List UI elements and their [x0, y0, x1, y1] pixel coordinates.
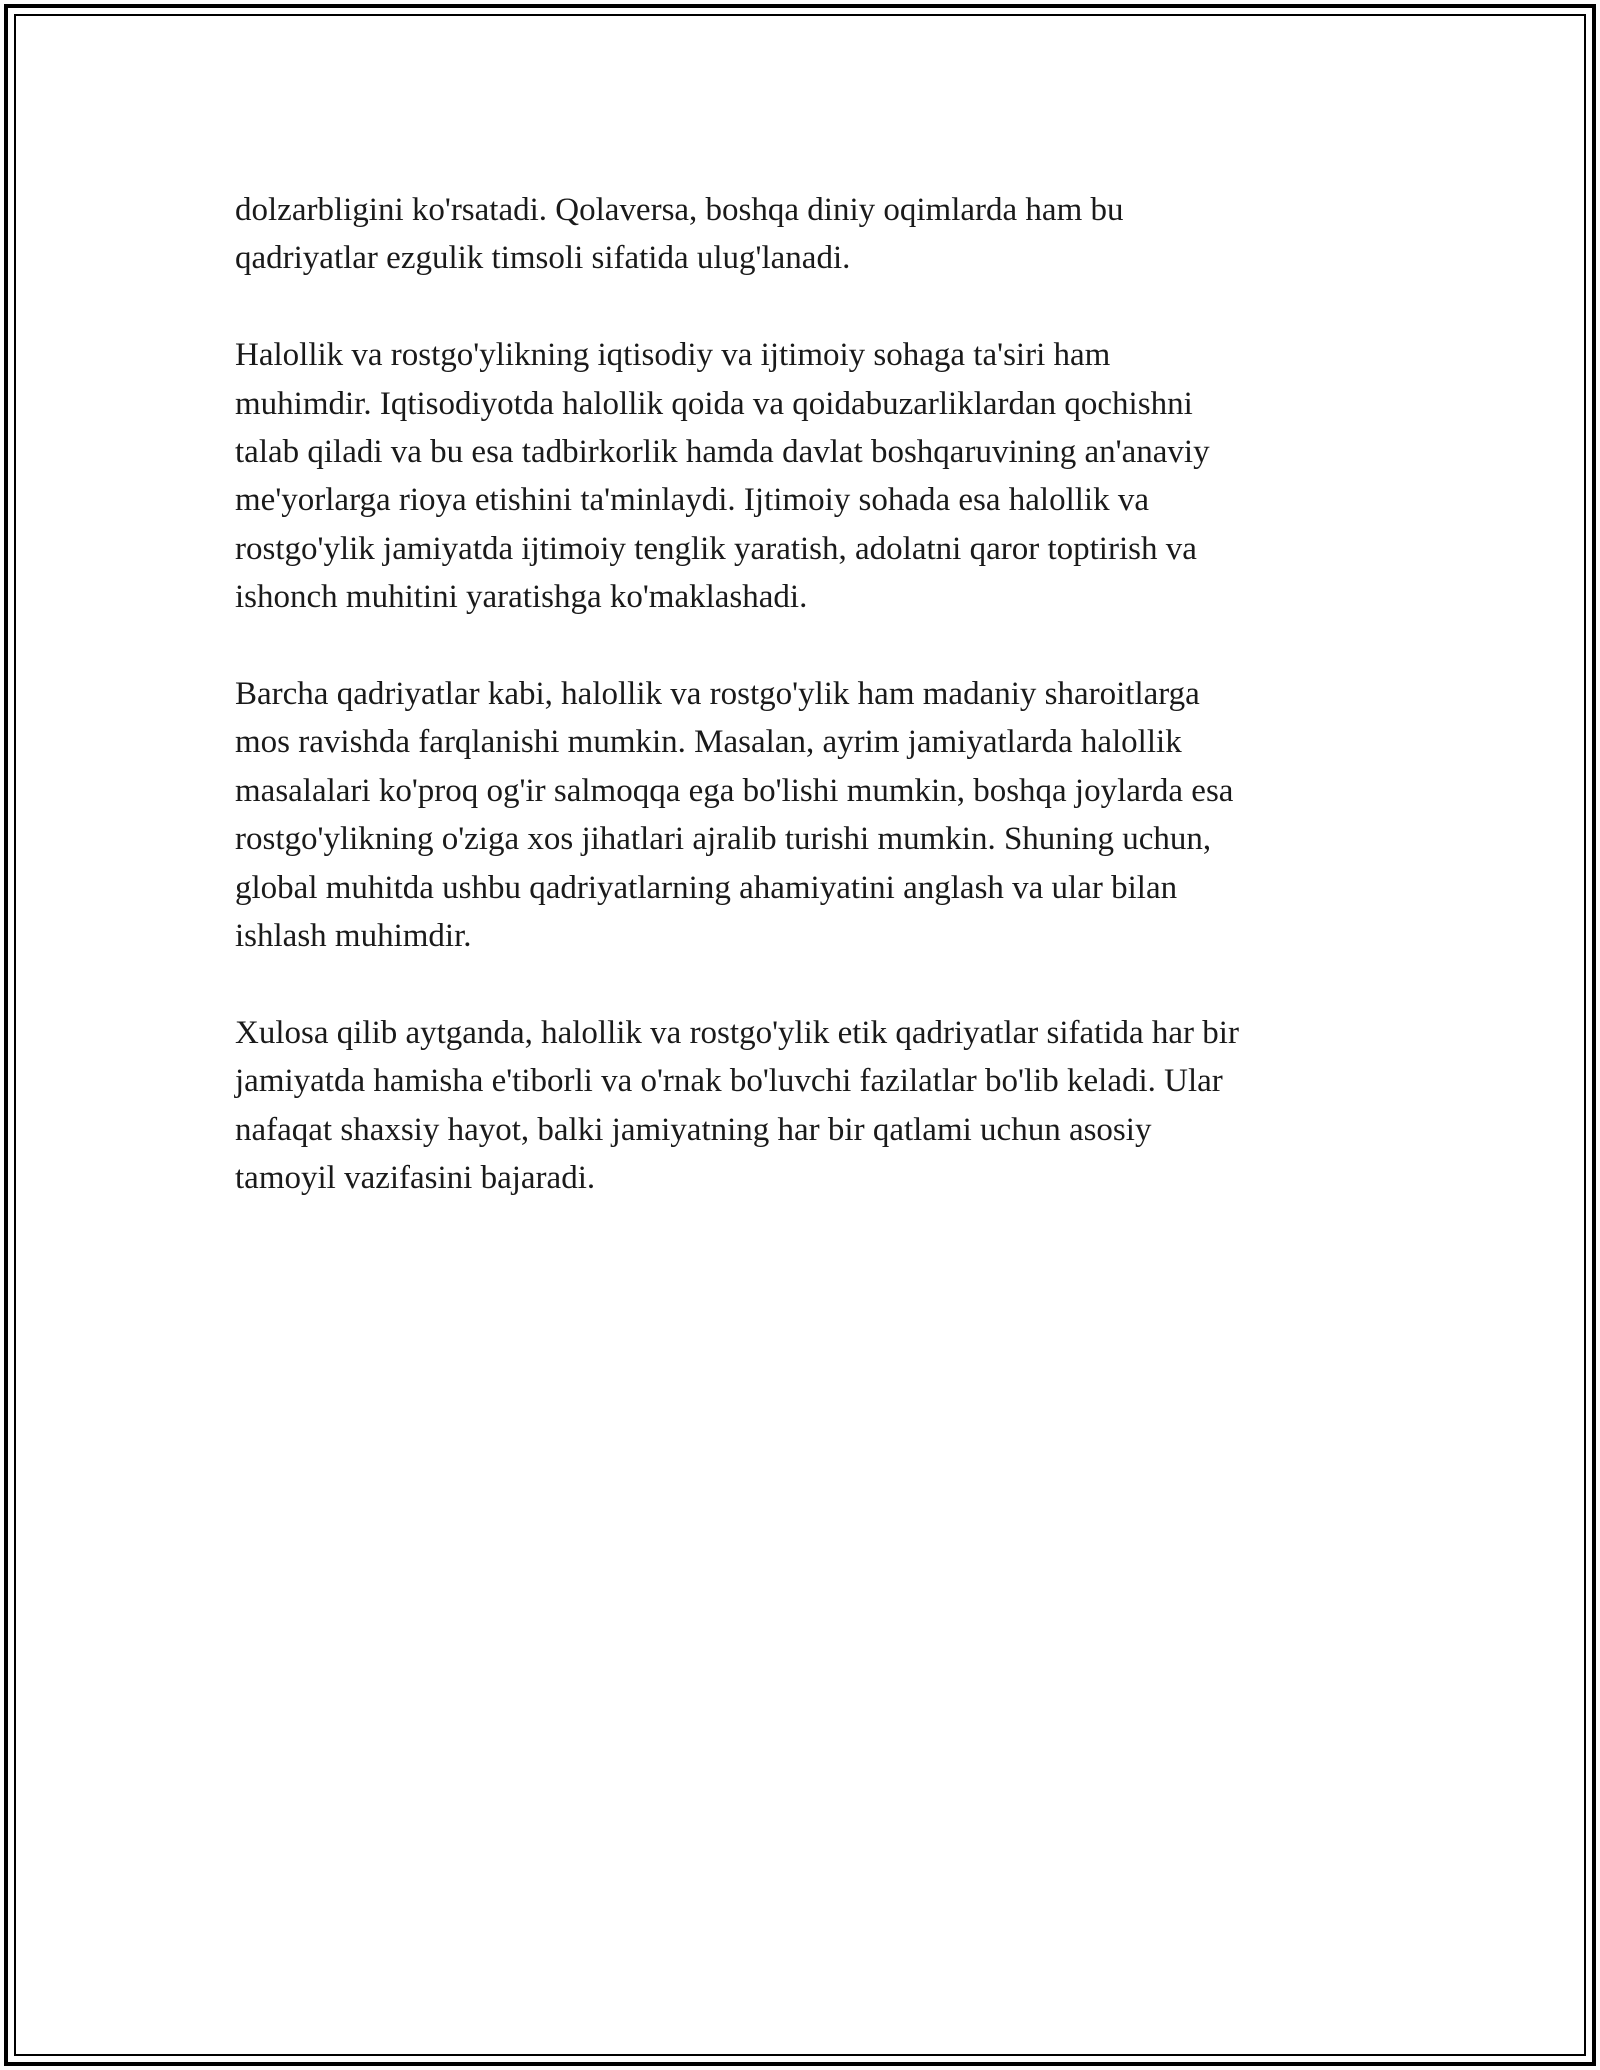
- paragraph-line: global muhitda ushbu qadriyatlarning ahamiyatini anglash va ular bilan: [235, 869, 1178, 906]
- paragraph-line: dolzarbligini ko'rsatadi. Qolaversa, boshqa diniy oqimlarda ham bu: [235, 192, 1124, 228]
- paragraph-line: me'yorlarga rioya etishini ta'minlaydi. Ijtimoiy sohada esa halollik va: [235, 482, 1149, 519]
- paragraph-line: muhimdir. Iqtisodiyotda halollik qoida va qoidabuzarliklardan qochishni: [235, 385, 1193, 422]
- paragraph-4: [235, 1009, 1365, 1203]
- paragraph-3: [235, 670, 1365, 960]
- paragraph-line: rostgo'ylikning o'ziga xos jihatlari ajralib turishi mumkin. Shuning uchun,: [235, 821, 1212, 858]
- paragraph-line: nafaqat shaxsiy hayot, balki jamiyatning har bir qatlami uchun asosiy: [235, 1111, 1152, 1148]
- paragraph-line: Halollik va rostgo'ylikning iqtisodiy va ijtimoiy sohaga ta'siri ham: [235, 337, 1111, 374]
- paragraph-line: rostgo'ylik jamiyatda ijtimoiy tenglik yaratish, adolatni qaror toptirish va: [235, 530, 1197, 567]
- paragraph-line: masalalari ko'proq og'ir salmoqqa ega bo'lishi mumkin, boshqa joylarda esa: [235, 772, 1234, 809]
- paragraph-line: Barcha qadriyatlar kabi, halollik va rostgo'ylik ham madaniy sharoitlarga: [235, 676, 1200, 713]
- document-body: [235, 186, 1365, 1251]
- paragraph-line: Xulosa qilib aytganda, halollik va rostgo'ylik etik qadriyatlar sifatida har bir: [235, 1014, 1239, 1051]
- paragraph-line: ishlash muhimdir.: [235, 918, 472, 955]
- paragraph-line: jamiyatda hamisha e'tiborli va o'rnak bo'luvchi fazilatlar bo'lib keladi. Ular: [235, 1063, 1223, 1100]
- paragraph-line: talab qiladi va bu esa tadbirkorlik hamda davlat boshqaruvining an'anaviy: [235, 434, 1210, 471]
- paragraph-line: tamoyil vazifasini bajaradi.: [235, 1160, 596, 1197]
- paragraph-1: [235, 186, 1365, 283]
- paragraph-line: ishonch muhitini yaratishga ko'maklashadi.: [235, 579, 808, 616]
- paragraph-line: mos ravishda farqlanishi mumkin. Masalan, ayrim jamiyatlarda halollik: [235, 724, 1182, 761]
- paragraph-2: [235, 331, 1365, 621]
- paragraph-line: qadriyatlar ezgulik timsoli sifatida ulug'lanadi.: [235, 240, 851, 277]
